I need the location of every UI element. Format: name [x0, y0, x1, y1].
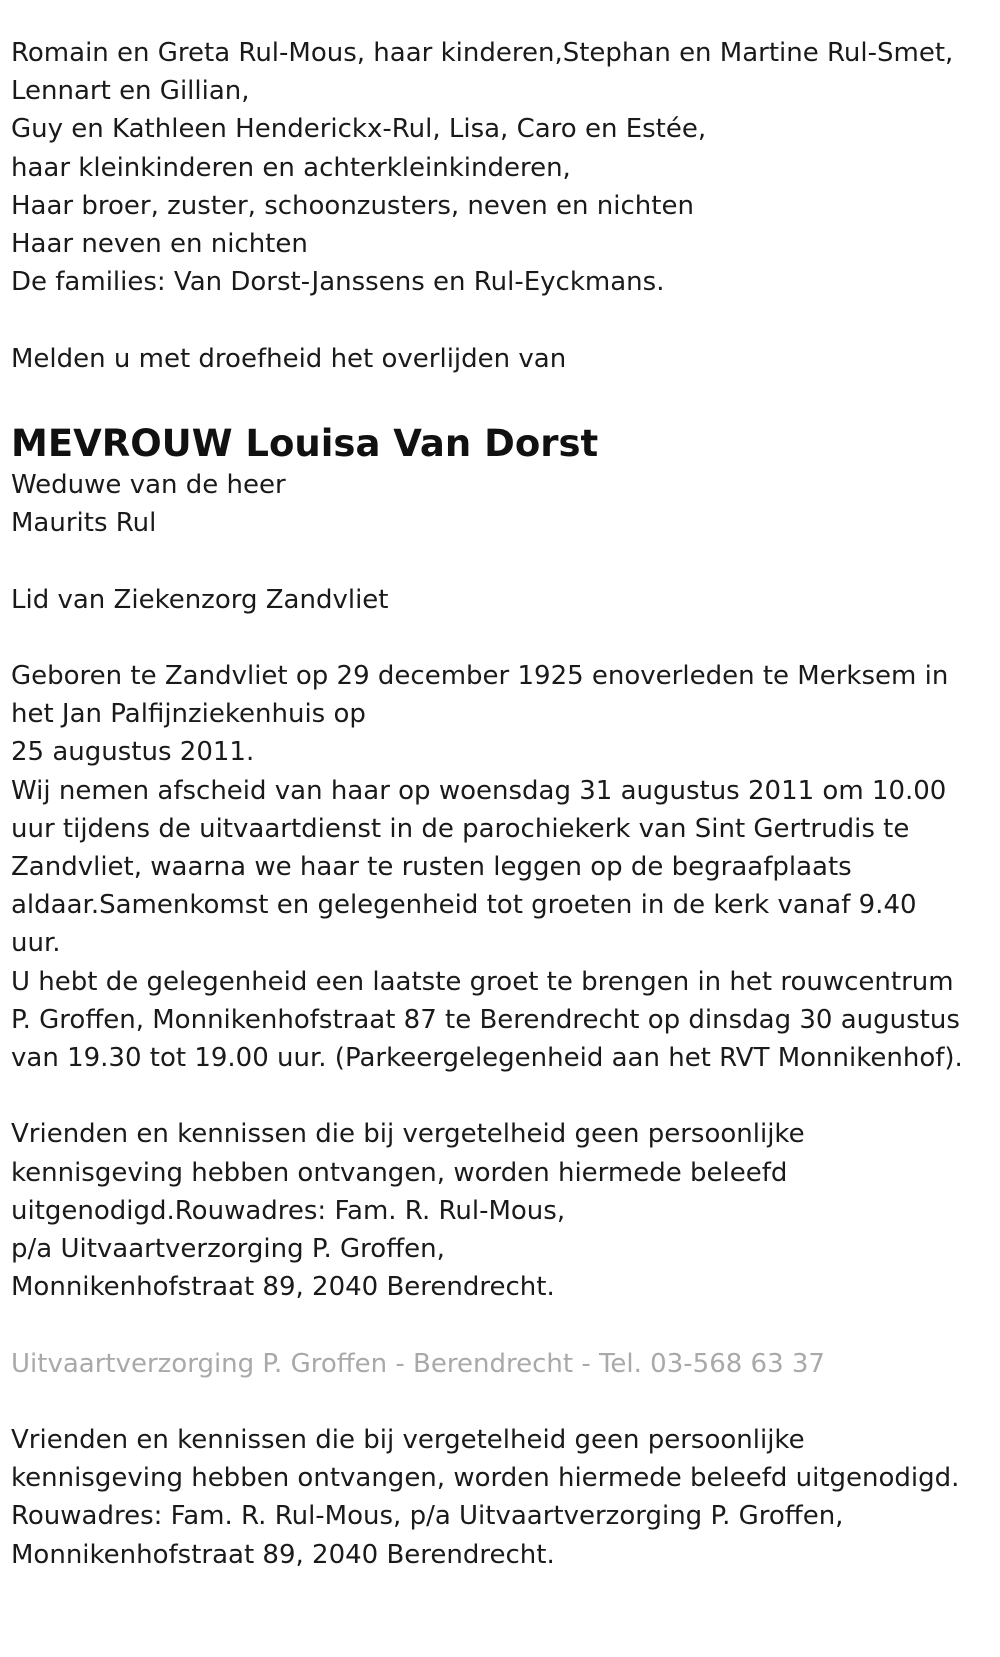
spacer	[11, 301, 996, 339]
family-line: Haar neven en nichten	[11, 229, 308, 260]
spacer	[11, 378, 996, 416]
deceased-name: MEVROUW Louisa Van Dorst	[11, 422, 599, 465]
notice-section-2	[11, 1421, 996, 1574]
spacer	[11, 542, 996, 580]
details-line: Zandvliet, waarna we haar te rusten leggen op de begraafplaats	[11, 852, 852, 882]
funeral-home-credit: Uitvaartverzorging P. Groffen - Berendrecht - Tel. 03-568 63 37	[11, 1348, 825, 1379]
deceased-section	[11, 422, 996, 619]
details-line: aldaar.Samenkomst en gelegenheid tot groeten in de kerk vanaf 9.40	[11, 890, 917, 921]
details-line: uur tijdens de uitvaartdienst in de parochiekerk van Sint Gertrudis te	[11, 813, 910, 844]
notice-line: Rouwadres: Fam. R. Rul-Mous, p/a Uitvaartverzorging P. Groffen,	[11, 1501, 844, 1532]
details-line: van 19.30 tot 19.00 uur. (Parkeergelegenheid aan het RVT Monnikenhof).	[11, 1043, 963, 1074]
family-line: Lennart en Gillian,	[11, 76, 250, 107]
details-line: Geboren te Zandvliet op 29 december 1925 enoverleden te Merksem in	[11, 660, 949, 691]
obituary-document	[11, 34, 996, 1574]
details-line: P. Groffen, Monnikenhofstraat 87 te Berendrecht op dinsdag 30 augustus	[11, 1004, 960, 1035]
widow-line: Weduwe van de heer	[11, 470, 286, 500]
family-line: Haar broer, zuster, schoonzusters, neven en nichten	[11, 190, 694, 221]
notice-line: uitgenodigd.Rouwadres: Fam. R. Rul-Mous,	[11, 1195, 566, 1226]
spacer	[11, 1383, 996, 1421]
details-line: uur.	[11, 928, 61, 959]
details-line: U hebt de gelegenheid een laatste groet te brengen in het rouwcentrum	[11, 966, 954, 997]
widow-line: Maurits Rul	[11, 508, 157, 539]
notice-section-1	[11, 1115, 996, 1306]
notice-line: Vrienden en kennissen die bij vergetelheid geen persoonlijke	[11, 1425, 805, 1455]
family-line: Romain en Greta Rul-Mous, haar kinderen,Stephan en Martine Rul-Smet,	[11, 38, 954, 68]
family-section	[11, 34, 996, 301]
details-line: 25 augustus 2011.	[11, 737, 255, 768]
notice-line: Monnikenhofstraat 89, 2040 Berendrecht.	[11, 1272, 555, 1303]
family-line: haar kleinkinderen en achterkleinkinderen,	[11, 152, 571, 183]
family-line: Guy en Kathleen Henderickx-Rul, Lisa, Caro en Estée,	[11, 114, 707, 145]
spacer	[11, 1077, 996, 1115]
notice-line: kennisgeving hebben ontvangen, worden hiermede beleefd	[11, 1157, 788, 1188]
membership-text: Lid van Ziekenzorg Zandvliet	[11, 584, 389, 615]
spacer	[11, 619, 996, 657]
family-line: De families: Van Dorst-Janssens en Rul-Eyckmans.	[11, 267, 665, 298]
notice-line: Monnikenhofstraat 89, 2040 Berendrecht.	[11, 1539, 555, 1570]
details-line: het Jan Palfijnziekenhuis op	[11, 699, 366, 730]
announcement-text: Melden u met droefheid het overlijden van	[11, 343, 567, 374]
notice-line: Vrienden en kennissen die bij vergetelheid geen persoonlijke	[11, 1119, 805, 1150]
details-section	[11, 657, 996, 1077]
notice-line: kennisgeving hebben ontvangen, worden hiermede beleefd uitgenodigd.	[11, 1463, 960, 1494]
spacer	[11, 1306, 996, 1344]
notice-line: p/a Uitvaartverzorging P. Groffen,	[11, 1234, 445, 1265]
details-line: Wij nemen afscheid van haar op woensdag 31 augustus 2011 om 10.00	[11, 775, 947, 806]
